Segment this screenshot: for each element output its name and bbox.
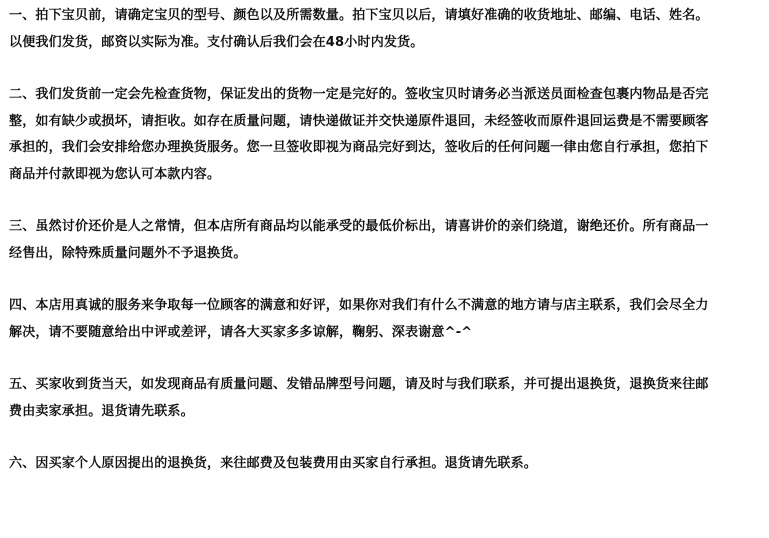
notice-line: 解决，请不要随意给出中评或差评，请各大买家多多谅解，鞠躬、深表谢意^-^: [9, 324, 473, 340]
notice-line: 三、虽然讨价还价是人之常情，但本店所有商品均以能承受的最低价标出，请喜讲价的亲们绕道，谢绝还价。所有商品一: [9, 219, 709, 234]
notice-line: 二、我们发货前一定会先检查货物，保证发出的货物一定是完好的。签收宝贝时请务必当派送员面检查包裹内物品是否完: [9, 87, 709, 102]
notice-line: 整，如有缺少或损坏，请拒收。如存在质量问题，请快递做证并交快递原件退回，未经签收而原件退回运费是不需要顾客: [9, 113, 709, 129]
notice-line: 四、本店用真诚的服务来争取每一位顾客的满意和好评，如果你对我们有什么不满意的地方请与店主联系，我们会尽全力: [9, 298, 709, 313]
notice-paragraph-4: [9, 293, 764, 346]
notice-line: 经售出，除特殊质量问题外不予退换货。: [9, 245, 247, 261]
notice-line: 一、拍下宝贝前，请确定宝贝的型号、颜色以及所需数量。拍下宝贝以后，请填好准确的收货地址、邮编、电话、姓名。: [9, 8, 709, 23]
notice-line: 以便我们发货，邮资以实际为准。支付确认后我们会在48小时内发货。: [9, 34, 424, 50]
notice-line: 商品并付款即视为您认可本款内容。: [9, 166, 221, 182]
shop-notice: [9, 0, 764, 478]
notice-paragraph-1: [9, 0, 764, 56]
notice-line: 承担的，我们会安排给您办理换货服务。您一旦签收即视为商品完好到达，签收后的任何问题一律由您自行承担，您拍下: [9, 140, 709, 155]
notice-line: 五、买家收到货当天，如发现商品有质量问题、发错品牌型号问题，请及时与我们联系，并可提出退换货，退换货来往邮: [9, 377, 709, 392]
notice-paragraph-6: [9, 451, 764, 478]
notice-line: 六、因买家个人原因提出的退换货，来往邮费及包装费用由买家自行承担。退货请先联系。: [9, 456, 538, 471]
notice-line: 费由卖家承担。退货请先联系。: [9, 403, 194, 419]
notice-paragraph-3: [9, 214, 764, 267]
notice-paragraph-5: [9, 372, 764, 425]
notice-paragraph-2: [9, 82, 764, 188]
